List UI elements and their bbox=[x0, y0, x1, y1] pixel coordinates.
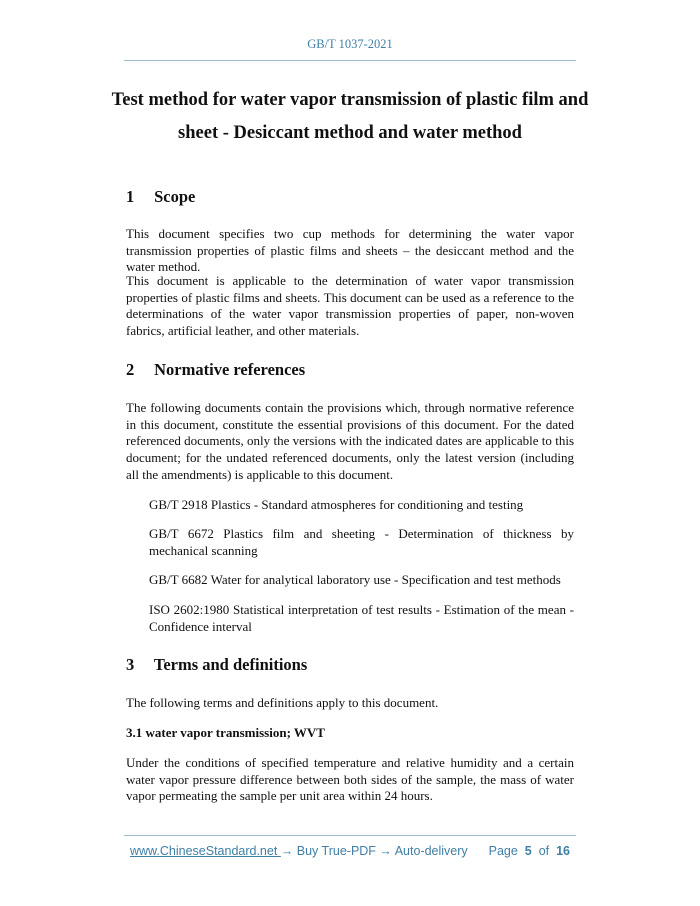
footer-divider bbox=[124, 835, 576, 836]
document-title bbox=[100, 84, 600, 150]
header-divider bbox=[124, 60, 576, 61]
of-label: of bbox=[538, 844, 550, 858]
section-title: Scope bbox=[154, 187, 196, 206]
section-heading-3 bbox=[126, 655, 574, 675]
reference-item: GB/T 6682 Water for analytical laboratory use - Specification and test methods bbox=[149, 572, 561, 587]
reference-item: GB/T 2918 Plastics - Standard atmospheres for conditioning and testing bbox=[149, 497, 524, 512]
section-heading-1 bbox=[126, 187, 574, 207]
page-label: Page bbox=[488, 844, 518, 858]
paragraph: The following documents contain the provisions which, through normative reference in this document, constitute the essential provisions of this document. For the dated referenced documents, only the versions with the indicated dates are applicable to this document; for the undated referenced documents, only the latest version (including all the amendments) is applicable to this document. bbox=[126, 400, 574, 482]
reference-item: ISO 2602:1980 Statistical interpretation of test results - Estimation of the mean - Confidence interval bbox=[149, 602, 574, 634]
section-title: Normative references bbox=[154, 360, 306, 379]
page-total: 16 bbox=[556, 844, 570, 858]
section-number: 1 bbox=[126, 187, 135, 206]
section-number: 3 bbox=[126, 655, 135, 674]
term-definition: Under the conditions of specified temperature and relative humidity and a certain water vapor pressure difference between both sides of the sample, the mass of water vapor permeating the sample per unit area within 24 hours. bbox=[126, 755, 574, 804]
footer-text: → Buy True-PDF → Auto-delivery bbox=[280, 844, 468, 858]
website-link[interactable]: www.ChineseStandard.net bbox=[130, 844, 281, 858]
section-title: Terms and definitions bbox=[153, 655, 308, 674]
paragraph: The following terms and definitions apply to this document. bbox=[126, 695, 439, 710]
footer bbox=[130, 844, 574, 858]
reference-item: GB/T 6672 Plastics film and sheeting - Determination of thickness by mechanical scanning bbox=[149, 526, 574, 558]
page-indicator bbox=[489, 844, 570, 858]
header-doc-id: GB/T 1037-2021 bbox=[307, 37, 393, 51]
page-number: 5 bbox=[524, 844, 532, 858]
paragraph: This document specifies two cup methods for determining the water vapor transmission properties of plastic films and sheets – the desiccant method and the water method. bbox=[126, 226, 574, 275]
section-heading-2 bbox=[126, 360, 574, 380]
section-number: 2 bbox=[126, 360, 135, 379]
paragraph: This document is applicable to the determination of water vapor transmission properties of plastic films and sheets. This document can be used as a reference to the determinations of the water vapor transmission properties of paper, non-woven fabrics, artificial leather, and other materials. bbox=[126, 273, 574, 339]
title-line-2: sheet - Desiccant method and water method bbox=[178, 123, 522, 143]
term-heading: 3.1 water vapor transmission; WVT bbox=[126, 725, 325, 740]
title-line-1: Test method for water vapor transmission of plastic film and bbox=[111, 90, 589, 110]
